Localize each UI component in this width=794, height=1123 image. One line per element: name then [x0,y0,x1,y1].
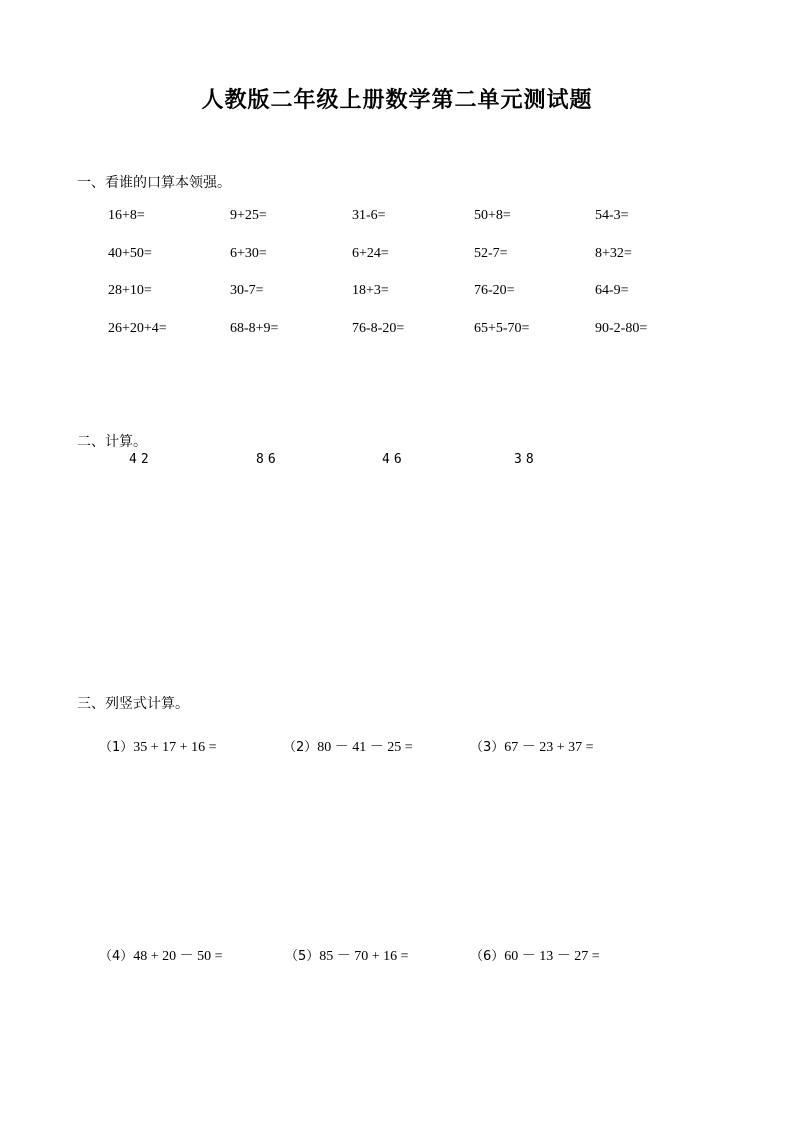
calculation-row [0,452,794,472]
section-1-heading: 一、看谁的口算本领强。 [77,175,231,191]
oral-problem: 30-7= [230,283,264,298]
oral-problem: 76-8-20= [352,320,405,336]
problem-index: （6） [470,949,505,964]
problem-expression: 60 － 13 － 27 = [504,949,600,964]
problem-expression: 48 + 20 － 50 = [133,949,223,964]
section-3-heading: 三、列竖式计算。 [77,696,189,712]
calc-number: 38 [514,452,538,467]
problem-index: （4） [99,949,134,964]
calc-number: 46 [382,452,406,467]
vertical-problem [99,945,223,965]
vertical-problem [470,945,600,965]
vertical-problem [283,736,413,756]
oral-problem: 54-3= [595,208,629,223]
calc-number: 86 [256,452,280,467]
oral-problem: 31-6= [352,208,386,223]
vertical-row [99,945,719,965]
problem-index: （2） [283,740,318,755]
problem-expression: 80 － 41 － 25 = [317,740,413,755]
vertical-problem [470,736,594,756]
problem-expression: 85 － 70 + 16 = [319,949,409,964]
oral-problem: 16+8= [108,208,145,223]
oral-problem: 68-8+9= [230,320,279,336]
vertical-problem [285,945,409,965]
oral-problem: 26+20+4= [108,320,167,336]
vertical-row [99,736,719,756]
problem-expression: 67 － 23 + 37 = [504,740,594,755]
oral-problem: 6+30= [230,245,267,261]
oral-problem: 28+10= [108,283,152,298]
problem-index: （1） [99,740,134,755]
page-title: 人教版二年级上册数学第二单元测试题 [201,87,593,113]
calc-number: 42 [129,452,153,467]
oral-problem: 18+3= [352,283,389,298]
oral-problem: 90-2-80= [595,320,648,336]
oral-problem: 50+8= [474,208,511,223]
problem-expression: 35 + 17 + 16 = [133,740,217,755]
oral-problem: 64-9= [595,283,629,298]
section-2-heading: 二、计算。 [77,434,147,450]
oral-problem: 40+50= [108,245,152,261]
problem-index: （3） [470,740,505,755]
oral-problem: 8+32= [595,245,632,261]
oral-problem: 65+5-70= [474,320,530,336]
oral-problem: 76-20= [474,283,515,298]
oral-problem: 9+25= [230,208,267,223]
vertical-problem [99,736,216,756]
problem-index: （5） [285,949,320,964]
oral-problem: 52-7= [474,245,508,261]
oral-problem: 6+24= [352,245,389,261]
